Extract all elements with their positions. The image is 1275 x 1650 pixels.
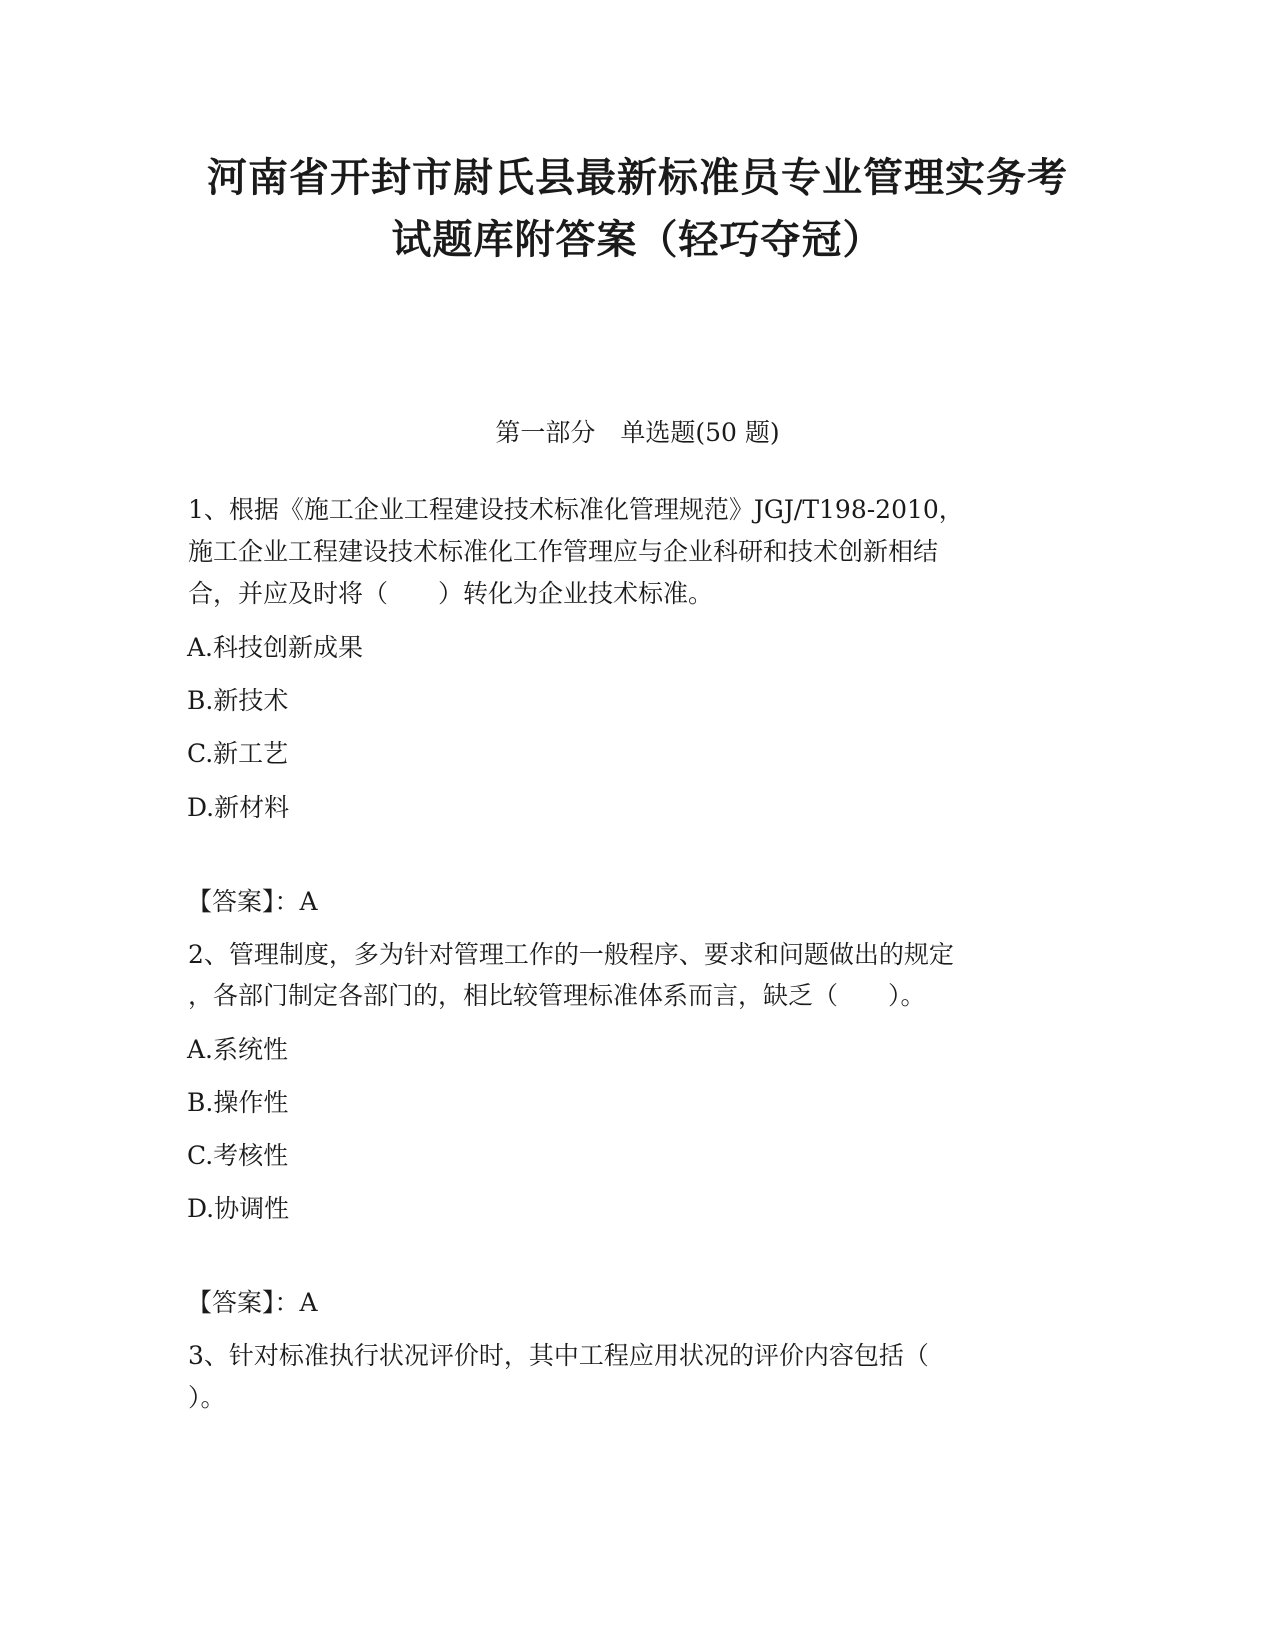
question-1-text-line-2: 施工企业工程建设技术标准化工作管理应与企业科研和技术创新相结 <box>188 537 939 566</box>
question-3-text-line-2: ）。 <box>188 1383 226 1412</box>
question-2-option-d: D.协调性 <box>187 1194 290 1223</box>
document-title-line-2: 试题库附答案（轻巧夺冠） <box>391 217 884 263</box>
question-2-answer: 【答案】：A <box>187 1288 318 1317</box>
question-2-text-line-2: ，各部门制定各部门的，相比较管理标准体系而言，缺乏（ ）。 <box>188 981 926 1010</box>
question-1-option-b: B.新技术 <box>187 686 289 715</box>
question-1-option-c: C.新工艺 <box>187 739 289 768</box>
question-2-option-b: B.操作性 <box>187 1088 289 1117</box>
section-heading: 第一部分 单选题(50 题) <box>495 418 780 447</box>
question-2-option-a: A.系统性 <box>187 1035 289 1064</box>
question-1-text-line-3: 合，并应及时将（ ）转化为企业技术标准。 <box>188 579 714 608</box>
question-1-answer: 【答案】：A <box>187 887 318 916</box>
question-1-text-line-1: 1、根据《施工企业工程建设技术标准化管理规范》JGJ/T198-2010， <box>188 495 964 524</box>
question-2-text-line-1: 2、管理制度，多为针对管理工作的一般程序、要求和问题做出的规定 <box>188 940 954 969</box>
question-1-option-d: D.新材料 <box>187 793 290 822</box>
question-2-option-c: C.考核性 <box>187 1141 289 1170</box>
document-title-line-1: 河南省开封市尉氏县最新标准员专业管理实务考 <box>207 155 1068 201</box>
question-3-text-line-1: 3、针对标准执行状况评价时，其中工程应用状况的评价内容包括（ <box>188 1341 929 1370</box>
question-1-option-a: A.科技创新成果 <box>187 633 364 662</box>
